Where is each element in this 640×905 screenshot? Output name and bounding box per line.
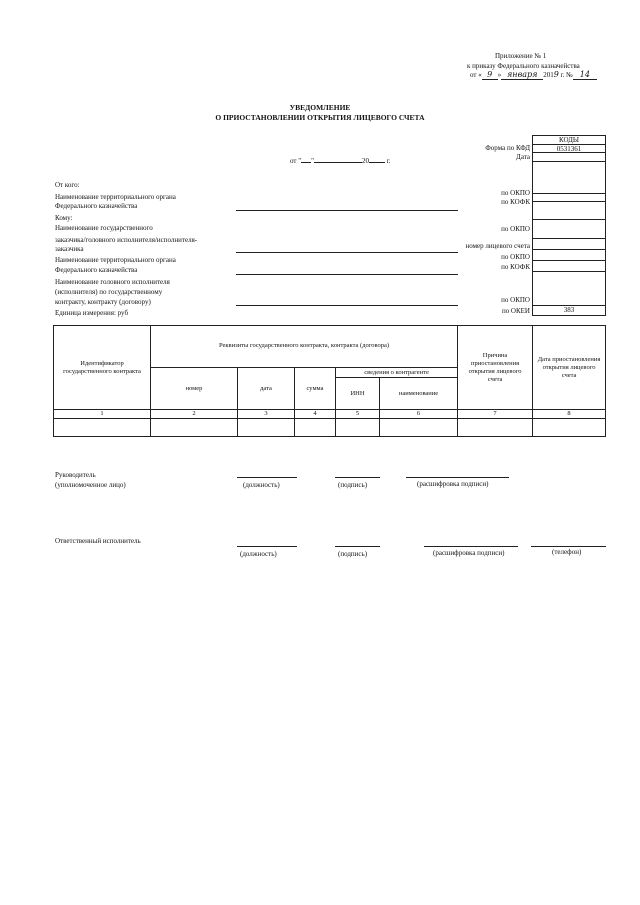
table-cell[interactable] <box>458 419 533 437</box>
head-decoding-caption: (расшифровка подписи) <box>417 480 489 488</box>
appendix-quote: » <box>497 71 502 79</box>
executor-decoding-line[interactable] <box>424 546 518 547</box>
head-signer-label-2: (уполномоченное лицо) <box>55 481 126 489</box>
okpo-label-3: по ОКПО <box>501 253 530 261</box>
codes-header: КОДЫ <box>532 135 606 145</box>
to-label: Кому: <box>55 214 73 222</box>
table-cell[interactable] <box>54 419 151 437</box>
appendix-number: 14 <box>573 70 597 80</box>
col-number-4: 4 <box>295 410 336 419</box>
col-number-8: 8 <box>533 410 606 419</box>
unit-label: Единица измерения: руб <box>55 309 129 317</box>
appendix-month: января <box>501 70 543 80</box>
col-header-name: наименование <box>380 378 458 410</box>
okpo-label-2: по ОКПО <box>501 225 530 233</box>
appendix-line1: Приложение № 1 <box>495 52 547 60</box>
territorial2-label-1: Наименование территориального органа <box>55 256 176 264</box>
okpo-code-cell-2 <box>532 219 606 239</box>
okei-label: по ОКЕИ <box>501 307 530 315</box>
head-signer-label-1: Руководитель <box>55 471 96 479</box>
table-cell[interactable] <box>238 419 295 437</box>
col-number-2: 2 <box>151 410 238 419</box>
col-number-7: 7 <box>458 410 533 419</box>
table-cell[interactable] <box>295 419 336 437</box>
okpo-label-1: по ОКПО <box>501 189 530 197</box>
territorial-label-1: Наименование территориального органа <box>55 193 176 201</box>
date-prefix: от " <box>290 157 302 165</box>
head-signature-caption: (подпись) <box>338 481 368 489</box>
territorial-fill-line[interactable] <box>236 210 458 211</box>
table-cell[interactable] <box>336 419 380 437</box>
appendix-line2: к приказу Федерального казначейства <box>467 62 580 70</box>
date-mid: " <box>311 157 314 165</box>
okpo-label-4: по ОКПО <box>501 296 530 304</box>
col-number-1: 1 <box>54 410 151 419</box>
table-cell[interactable] <box>151 419 238 437</box>
contracts-table <box>53 325 606 437</box>
date-suffix: г. <box>386 157 391 165</box>
table-row <box>54 419 606 437</box>
appendix-year-digit: 9 <box>553 70 559 79</box>
head-fill-line[interactable] <box>236 305 458 306</box>
kofk-code-cell-1 <box>532 201 606 220</box>
appendix-year-suffix: г. № <box>558 71 573 79</box>
executor-phone-caption: (телефон) <box>552 548 582 556</box>
date-day-blank <box>301 162 311 163</box>
appendix-year-prefix: 201 <box>543 71 554 79</box>
from-label: От кого: <box>55 181 80 189</box>
col-header-number: номер <box>151 368 238 410</box>
form-label: Форма по КФД <box>485 144 530 152</box>
head-label-3: контракту, контракту (договору) <box>55 298 151 306</box>
territorial2-label-2: Федерального казначейства <box>55 266 138 274</box>
col-header-inn: ИНН <box>336 378 380 410</box>
executor-signature-line[interactable] <box>335 546 380 547</box>
executor-decoding-caption: (расшифровка подписи) <box>433 549 505 557</box>
form-code-cell: 0531361 <box>532 144 606 153</box>
head-label-2: (исполнителя) по государственному <box>55 288 163 296</box>
customer-label-1: Наименование государственного <box>55 224 153 232</box>
date-year-blank <box>369 162 385 163</box>
col-header-date: дата <box>238 368 295 410</box>
executor-signature-caption: (подпись) <box>338 550 368 558</box>
col-number-3: 3 <box>238 410 295 419</box>
kofk-label-1: по КОФК <box>501 198 530 206</box>
col-header-sum: сумма <box>295 368 336 410</box>
executor-position-line[interactable] <box>237 546 297 547</box>
appendix-date-line <box>470 70 597 80</box>
col-number-6: 6 <box>380 410 458 419</box>
date-month-blank <box>314 162 362 163</box>
head-label-1: Наименование головного исполнителя <box>55 278 170 286</box>
executor-label: Ответственный исполнитель <box>55 537 141 545</box>
date-label: Дата <box>516 153 530 161</box>
table-cell[interactable] <box>533 419 606 437</box>
date-year: 20 <box>361 157 369 165</box>
executor-position-caption: (должность) <box>240 550 277 558</box>
customer-label-2: заказчика/головного исполнителя/исполнителя- <box>55 236 198 244</box>
territorial2-fill-line[interactable] <box>236 274 458 275</box>
blank-code-cell <box>532 161 606 194</box>
col-header-id: Идентификатор государственного контракта <box>54 326 151 410</box>
kofk-label-2: по КОФК <box>501 263 530 271</box>
title-line1: УВЕДОМЛЕНИЕ <box>289 103 351 112</box>
customer-fill-line[interactable] <box>236 252 458 253</box>
territorial-label-2: Федерального казначейства <box>55 202 138 210</box>
head-position-caption: (должность) <box>243 481 280 489</box>
customer-label-3: заказчика <box>55 245 84 253</box>
title-line2: О ПРИОСТАНОВЛЕНИИ ОТКРЫТИЯ ЛИЦЕВОГО СЧЕТА <box>215 113 425 122</box>
col-header-requisites: Реквизиты государственного контракта, контракта (договора) <box>151 326 458 368</box>
okei-code-cell: 383 <box>532 305 606 316</box>
table-cell[interactable] <box>380 419 458 437</box>
head-decoding-line[interactable] <box>406 477 509 478</box>
col-header-suspension-date: Дата приостановления открытия лицевого счета <box>533 326 606 410</box>
date-line <box>290 157 391 165</box>
appendix-prefix: от « <box>470 71 482 79</box>
col-number-5: 5 <box>336 410 380 419</box>
head-signature-line[interactable] <box>335 477 380 478</box>
account-label: номер лицевого счета <box>465 242 530 250</box>
okpo-code-cell-4 <box>532 271 606 306</box>
appendix-day: 9 <box>482 70 498 80</box>
col-header-contractor: сведения о контрагенте <box>336 368 458 378</box>
executor-phone-line[interactable] <box>531 546 606 547</box>
head-position-line[interactable] <box>237 477 297 478</box>
col-header-reason: Причина приостановления открытия лицевого счета <box>458 326 533 410</box>
